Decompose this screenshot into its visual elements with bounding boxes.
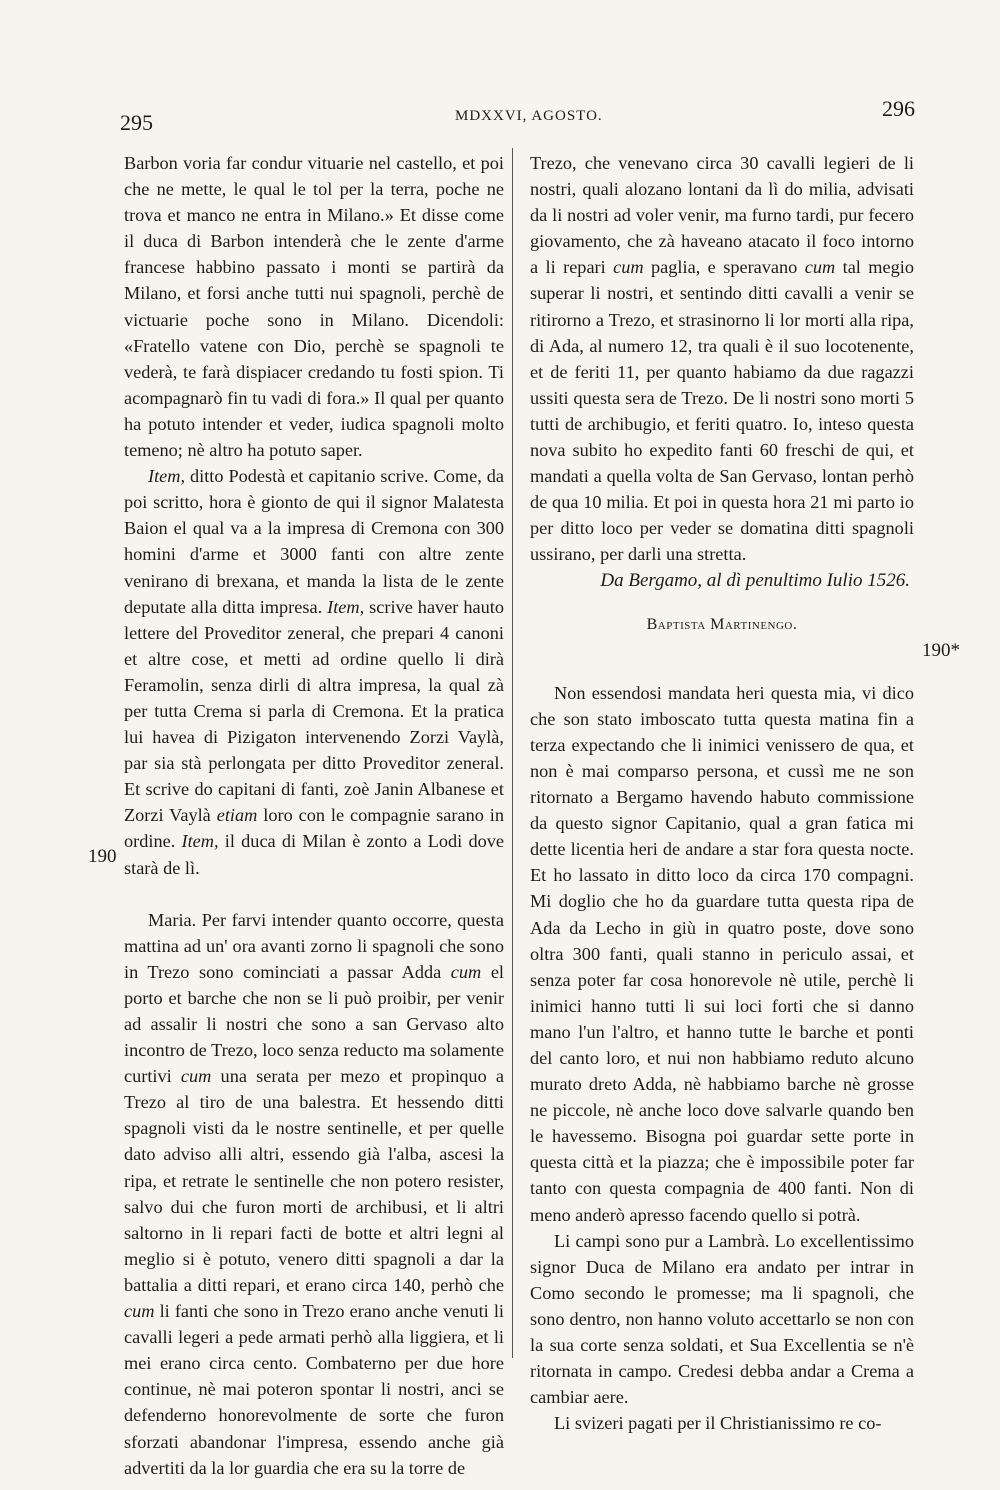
text-run: Maria. Per farvi intender quanto occorre, questa mattina ad un' ora avanti zorno li spagnoli che sono in Trezo sono cominciati a passar Adda (124, 909, 504, 982)
page-header (0, 92, 1000, 136)
italic-item: Item, (181, 831, 219, 852)
paragraph (530, 150, 914, 568)
paragraph: Li campi sono pur a Lambrà. Lo excellentissimo signor Duca de Milano era andato per intrar in Como secondo le promesse; ma li spagnoli, che sono dentro, non hanno voluto accettarlo se non con la sua corte senza soldati, et Sua Excellentia se n'è ritornata in campo. Credesi debba andar a Crema a cambiar aere. (530, 1230, 914, 1408)
paragraph (124, 463, 504, 881)
paragraph: Barbon voria far condur vituarie nel castello, et poi che ne mette, le qual le tol per la terra, poche ne trova et manco ne entra in Milano.» Et disse come il duca di Barbon intenderà che le zente d'arme francese habbino passato i monti se partirà da Milano, et forsi anche tutti nui spagnoli, perchè de victuarie poche sono in Milano. Dicendoli: «Fratello vatene con Dio, perchè se spagnoli te vederà, te farà dispiacer credando tu fosti spion. Ti acompagnarò fin tu vadi di fora.» Il qual per quanto ha potuto intender et veder, iudica spagnoli molto temeno; nè altro ha potuto saper. (124, 153, 504, 461)
paragraph (124, 907, 504, 1481)
text-run: loro con le compagnie sarano in ordine. (124, 805, 504, 852)
right-column (530, 150, 914, 1436)
page-number-left: 295 (120, 110, 153, 135)
italic-etiam: etiam (216, 805, 258, 826)
italic-cum: cum (613, 257, 644, 278)
italic-item: Item, (327, 596, 365, 617)
column-divider (512, 148, 513, 1358)
italic-cum: cum (450, 961, 482, 982)
margin-note-left: 190 (88, 846, 117, 867)
margin-note-right: 190* (922, 640, 960, 661)
text-run: tal megio superar li nostri, et sentindo ditti cavalli a venir se ritirorno a Trezo, et strasinorno li lor morti alla ripa, di Ada, al numero 12, tra quali è il suo locotenente, et de feriti 11, per quanto habiamo da due ragazzi ussiti questa sera de Trezo. De li nostri sono morti 5 tutti de archibugio, et feriti quatro. Io, inteso questa nova subito ho expedito fanti 60 freschi de qui, et mandati a quella volta de San Gervaso, lontan perhò de qua 10 milia. Et poi in questa hora 21 mi parto io per ditto loco per veder se domatina ditti spagnoli ussirano, per darli una stretta. (530, 257, 914, 565)
left-column (124, 150, 504, 1481)
paragraph-gap (124, 881, 504, 907)
italic-item: Item, (148, 466, 186, 487)
text-run: scrive haver hauto lettere del Proveditor zeneral, che prepari 4 canoni et altre cose, et metti ad ordine quello li dirà Feramolin, senza dirli di altra impresa, la qual zà per tutta Crema si parla di Cremona. Et la pratica lui havea di Pizigaton intervenendo Zorzi Vaylà, par sia stà perlongata per ditto Proveditor zeneral. Et scrive do capitani di fanti, zoè Janin Albanese et Zorzi Vaylà (124, 596, 504, 826)
text-run: ditto Podestà et capitanio scrive. Come, da poi scritto, hora è gionto de qui il signor Malatesta Baion el qual va a la impresa di Cremona con 300 homini d'arme et 3000 fanti con altre zente venirano di brexana, et manda la lista de le zente deputate alla ditta impresa. (124, 466, 504, 617)
text-run: paglia, e speravano (643, 257, 805, 278)
running-title: MDXXVI, AGOSTO. (455, 108, 603, 124)
text-run: una serata per mezo et propinquo a Trezo al tiro de una balestra. Et hessendo ditti spagnoli visti da le nostre sentinelle, et per quelle dato adviso alli altri, essendo già l'alba, ascesi la ripa, et retrate le sentinelle che non potero resister, salvo dui che furon morti de archibusi, et li altri saltorno in li repari facti de botte et altri legni al meglio si è potuto, venero ditti spagnoli a dar la battalia a ditti repari, et erano circa 140, perhò che (124, 1066, 505, 1295)
text-run: li fanti che sono in Trezo erano anche venuti li cavalli legeri a pede armati perhò alla liggiera, et li mei erano circa cento. Combaterno per due hore continue, nè mai poteron spontar li nostri, anci se defenderno honorevolmente de sorte che furon sforzati abandonar l'impresa, essendo anche già advertiti da la lor guardia che era su la torre de (124, 1301, 504, 1478)
paragraph: Li svizeri pagati per il Christianissimo re co- (554, 1413, 882, 1434)
letter-signoff: Da Bergamo, al dì penultimo Iulio 1526. (600, 569, 910, 591)
section-gap (530, 638, 914, 680)
page-number-right: 296 (882, 96, 915, 121)
italic-cum: cum (804, 257, 836, 278)
text-run: el porto et barche che non se li può proibir, per venir ad assalir li nostri che sono a san Gervaso alto incontro de Trezo, loco senza reducto ma solamente curtivi (124, 961, 505, 1087)
letter-signer: Baptista Martinengo. (646, 615, 798, 633)
italic-cum: cum (124, 1301, 155, 1322)
text-run: il duca di Milan è zonto a Lodi dove starà de lì. (124, 831, 504, 878)
paragraph: Non essendosi mandata heri questa mia, vi dico che son stato imboscato tutta questa matina fin a terza expectando che li inimici venissero de qua, et non è mai comparso persona, et cussì me ne son ritornato a Bergamo havendo habuto commissione da questo signor Capitanio, qual a gran fatica mi dette licentia heri de andare a star fora questa nocte. Et ho lassato in ditto loco da circa 170 compagni. Mi doglio che ho da guardare tutta questa ripa de Ada da Lecho in giù in quatro poste, dove sono oltra 300 fanti, quali stanno in periculo assai, et senza poter far cosa honorevole nè utile, perchè li inimici hanno tutti li sui loci forti che si danno mano l'un l'altro, et hanno tutte le barche et ponti del canto loro, et nui non habbiamo reduto alcuno murato dreto Adda, nè habbiamo barche nè grosse ne piccole, nè anche loco dove salvarle quando ben le havessemo. Bisogna poi guardar sette porte in questa città et la piazza; che è impossibile poter far tanto con questa compagnia de 400 fanti. Non di meno anderò apresso facendo quello si potrà. (530, 682, 914, 1225)
italic-cum: cum (180, 1066, 212, 1087)
text-run: Trezo, che venevano circa 30 cavalli legieri de li nostri, quali alozano lontani da lì do milia, advisati da li nostri ad voler venir, ma furno tardi, pur fecero giovamento, che zà haveano atacato il foco intorno a li repari (530, 153, 914, 278)
